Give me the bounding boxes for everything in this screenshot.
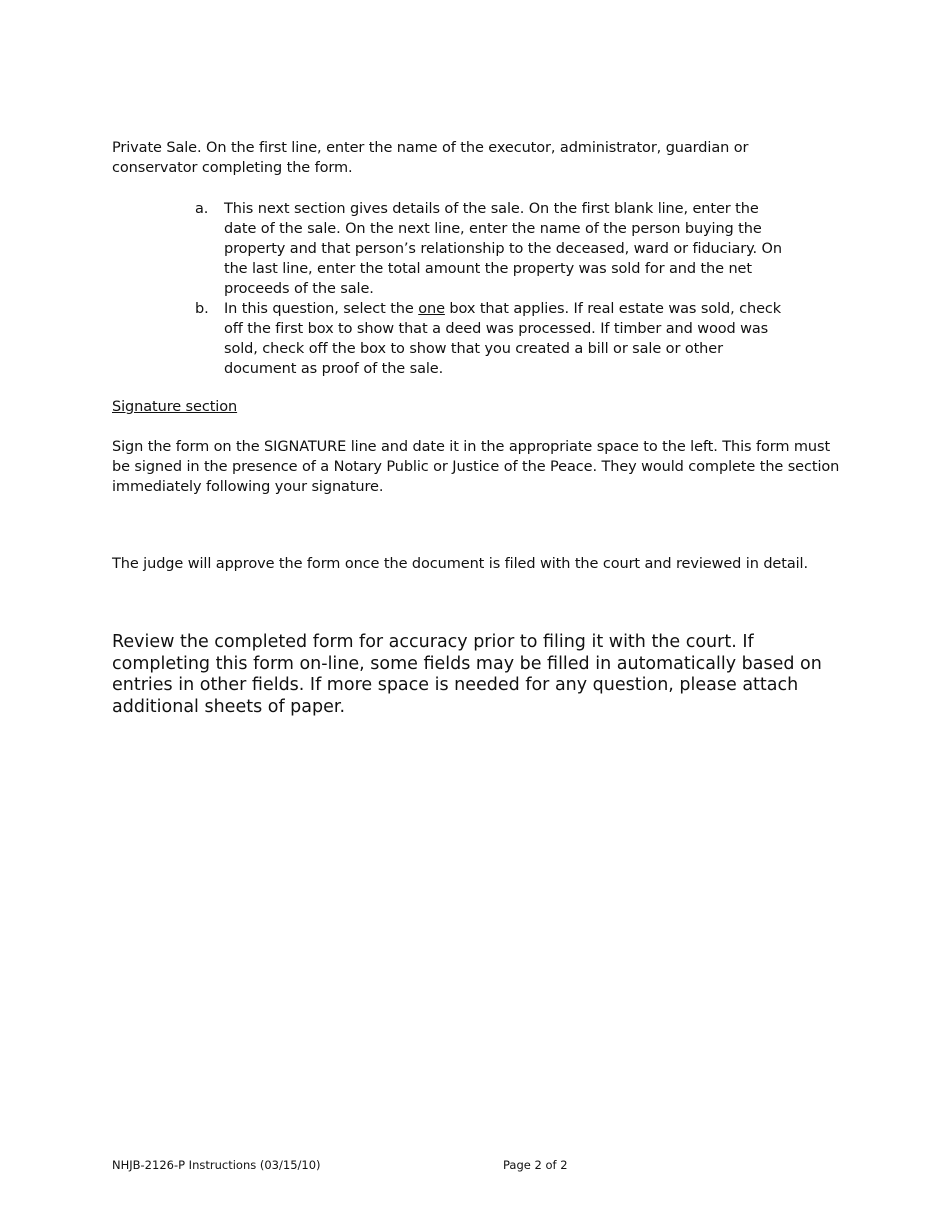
list-marker-a: a.	[195, 201, 209, 217]
instruction-list	[195, 199, 795, 379]
list-item-b-text-after: box that applies. If real estate was sold, check off the first box to show that a deed was processed. If timber and wood was sold, check off the box to show that you created a bill or sale or other document as proof of the sale.	[224, 301, 782, 377]
private-sale-lead: Private Sale.	[112, 140, 202, 156]
list-item-a	[195, 199, 795, 299]
judge-approval-text: The judge will approve the form once the document is filed with the court and reviewed in detail.	[112, 556, 808, 572]
footer-form-id: NHJB-2126-P Instructions (03/15/10)	[112, 1158, 321, 1172]
list-item-b	[195, 299, 795, 379]
private-sale-paragraph	[112, 138, 802, 178]
footer-page-number: Page 2 of 2	[503, 1158, 568, 1172]
signature-section-body: Sign the form on the SIGNATURE line and date it in the appropriate space to the left. This form must be signed in the presence of a Notary Public or Justice of the Peace. They would complete the section immediately following your signature.	[112, 439, 840, 495]
list-marker-b: b.	[195, 301, 209, 317]
signature-section-heading: Signature section	[112, 399, 238, 415]
review-notice: Review the completed form for accuracy prior to filing it with the court. If completing this form on-line, some fields may be filled in automatically based on entries in other fields. If more space is needed for any question, please attach additional sheets of paper.	[112, 632, 822, 717]
list-item-b-emphasis: one	[418, 301, 445, 317]
private-sale-text: On the first line, enter the name of the executor, administrator, guardian or conservator completing the form.	[112, 140, 749, 176]
list-item-a-text: This next section gives details of the sale. On the first blank line, enter the date of the sale. On the next line, enter the name of the person buying the property and that person’s relationship to the deceased, ward or fiduciary. On the last line, enter the total amount the property was sold for and the net proceeds of the sale.	[224, 201, 782, 297]
list-item-b-text-before: In this question, select the	[224, 301, 419, 317]
